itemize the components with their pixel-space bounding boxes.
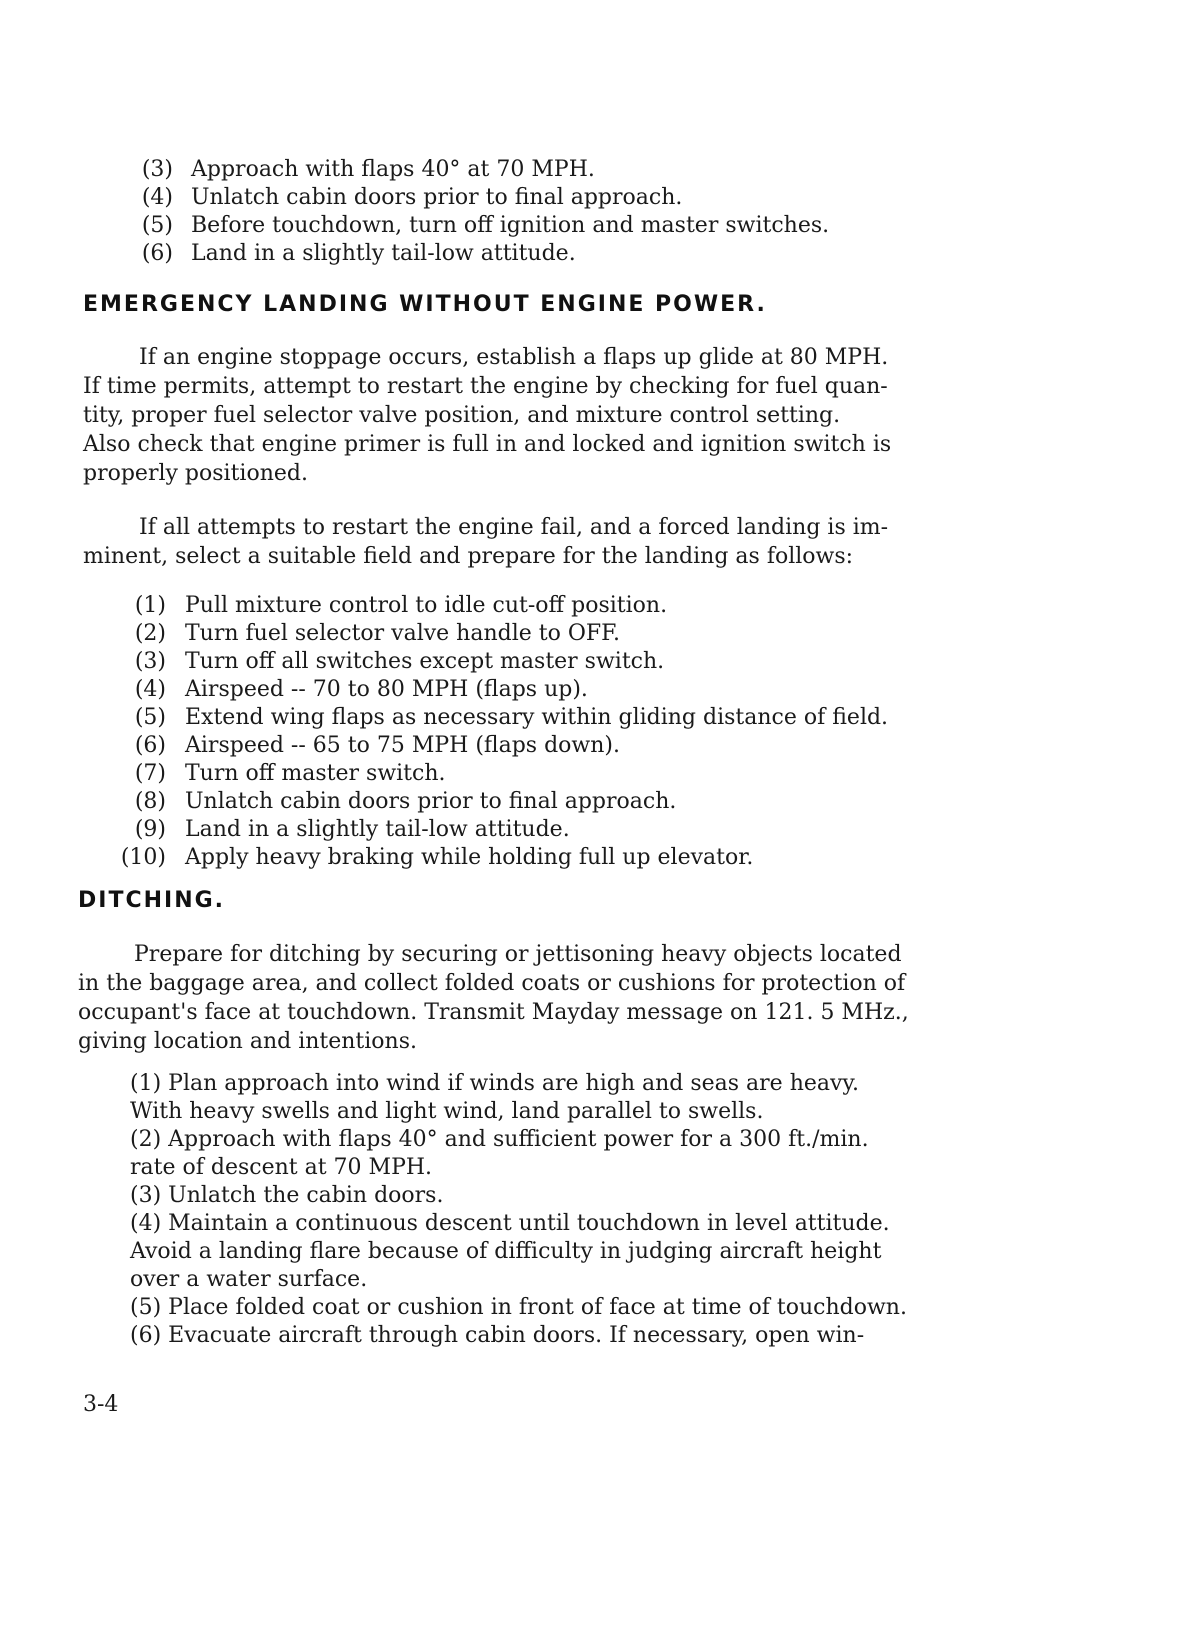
list-item: (2) Approach with flaps 40° and sufficient power for a 300 ft./min. rate of descent at 70 MPH.	[130, 1127, 869, 1180]
section-heading-ditching: DITCHING.	[78, 888, 226, 913]
paragraph-ditching-prep: Prepare for ditching by securing or jettisoning heavy objects located in the baggage area, and collect folded coats or cushions for protection of occupant's face at touchdown. Transmit Mayday message on 121. 5 MHz., giving location and intentions.	[78, 942, 909, 1054]
list-item: (6) Evacuate aircraft through cabin doors. If necessary, open win-	[130, 1323, 865, 1348]
section-heading-emergency-landing: EMERGENCY LANDING WITHOUT ENGINE POWER.	[83, 292, 767, 317]
manual-page: (3) Approach with flaps 40° at 70 MPH. (4) Unlatch cabin doors prior to final approach. (5) Before touchdown, turn off ignition and master switches. (6) Land in a slightly tail-low attitude. EMERGENCY LANDING WITHOUT ENGINE POWER. If an engine stoppage occurs, establish a flaps up glide at 80 MPH. If time permits, attempt to restart the engine by checking for fuel quan- tity, proper fuel selector valve position, and mixture control setting. Also check that engine primer is full in and locked and ignition switch is properly positioned. If all attempts to restart the engine fail, and a forced landing is im- minent, select a suitable field and prepare for the landing as follows: (1) Pull mixture control to idle cut-off position. (2) Turn fuel selector valve handle to OFF. (3) Turn off all switches except master switch. (4) Airspeed -- 70 to 80 MPH (flaps up). (5) Extend wing flaps as necessary within gliding distance of field. (6) Airspeed -- 65 to 75 MPH (flaps down). (7) Turn off master switch. (8) Unlatch cabin doors prior to final approach. (9) Land in a slightly tail-low attitude. (10) Apply heavy braking while holding full up elevator. DITCHING. Prepare for ditching by securing or jettisoning heavy objects located in the baggage area, and collect folded coats or cushions for protection of occupant's face at touchdown. Transmit Mayday message on 121. 5 MHz., giving location and intentions. (1) Plan approach into wind if winds are high and seas are heavy. With heavy swells and light wind, land parallel to swells. (2) Approach with flaps 40° and sufficient power for a 300 ft./min. rate of descent at 70 MPH. (3) Unlatch the cabin doors. (4) Maintain a continuous descent until touchdown in level attitude. Avoid a landing flare because of difficulty in judging aircraft height over a water surface. (5) Place folded coat or cushion in front of face at time of touchdown. (6) Evacuate aircraft through cabin doors. If necessary, open win- 3-4	[0, 0, 1190, 1650]
list-item: (4) Maintain a continuous descent until touchdown in level attitude. Avoid a landing flare because of difficulty in judging aircraft height over a water surface.	[130, 1211, 890, 1292]
ditching-steps-list	[130, 1070, 1030, 1350]
list-item: (5) Place folded coat or cushion in front of face at time of touchdown.	[130, 1295, 907, 1320]
paragraph-engine-stoppage: If an engine stoppage occurs, establish a flaps up glide at 80 MPH. If time permits, attempt to restart the engine by checking for fuel quan- tity, proper fuel selector valve position, and mixture control setting. Also check that engine primer is full in and locked and ignition switch is properly positioned.	[83, 345, 892, 486]
list-item: (1) Plan approach into wind if winds are high and seas are heavy. With heavy swells and light wind, land parallel to swells.	[130, 1071, 859, 1124]
paragraph-forced-landing: If all attempts to restart the engine fail, and a forced landing is im- minent, select a suitable field and prepare for the landing as follows:	[83, 515, 889, 569]
page-number: 3-4	[83, 1392, 119, 1417]
list-item: (3) Unlatch the cabin doors.	[130, 1183, 444, 1208]
